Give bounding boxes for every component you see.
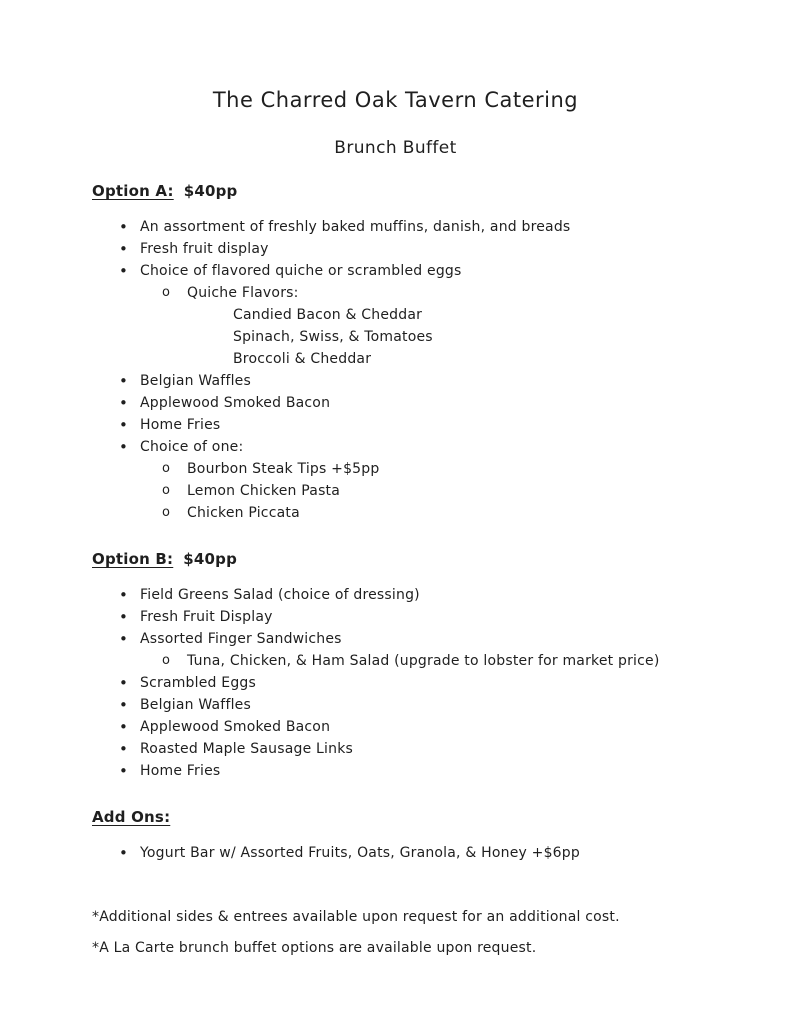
list-item: • Scrambled Eggs [92,672,699,694]
add-ons-label: Add Ons: [92,808,171,826]
list-item: o Tuna, Chicken, & Ham Salad (upgrade to lobster for market price) [92,650,699,672]
list-item: o Lemon Chicken Pasta [92,480,699,502]
list-item: Candied Bacon & Cheddar [233,307,423,323]
page-title: The Charred Oak Tavern Catering [212,88,579,112]
option-b-list [92,584,699,782]
list-item: • Yogurt Bar w/ Assorted Fruits, Oats, Granola, & Honey +$6pp [92,842,699,864]
footnote: *A La Carte brunch buffet options are available upon request. [92,940,537,956]
list-item: o Quiche Flavors: [92,282,699,304]
option-a-price: $40pp [183,182,238,200]
option-a-label: Option A: [92,182,174,200]
list-item: • Roasted Maple Sausage Links [92,738,699,760]
option-a-list [92,216,699,524]
list-item: o Bourbon Steak Tips +$5pp [92,458,699,480]
list-item: • Assorted Finger Sandwiches [92,628,699,650]
list-item: • Field Greens Salad (choice of dressing) [92,584,699,606]
list-item: • Choice of one: [92,436,699,458]
list-item: • Applewood Smoked Bacon [92,716,699,738]
footnote: *Additional sides & entrees available upon request for an additional cost. [92,909,620,925]
add-ons-list [92,842,699,864]
list-item: • Belgian Waffles [92,694,699,716]
list-item: Broccoli & Cheddar [233,351,372,367]
list-item: • Home Fries [92,760,699,782]
list-item: • Applewood Smoked Bacon [92,392,699,414]
list-item: • Fresh Fruit Display [92,606,699,628]
page-subtitle: Brunch Buffet [334,138,457,158]
footnotes [92,906,699,959]
list-item: Spinach, Swiss, & Tomatoes [233,329,433,345]
list-item: • Fresh fruit display [92,238,699,260]
option-b-price: $40pp [183,550,238,568]
list-item: • Belgian Waffles [92,370,699,392]
list-item: o Chicken Piccata [92,502,699,524]
section-heading-option-b [92,550,699,568]
list-item: • An assortment of freshly baked muffins, danish, and breads [92,216,699,238]
section-heading-option-a [92,182,699,200]
option-b-label: Option B: [92,550,174,568]
list-item: • Choice of flavored quiche or scrambled eggs [92,260,699,282]
list-item: • Home Fries [92,414,699,436]
section-heading-add-ons [92,808,699,826]
